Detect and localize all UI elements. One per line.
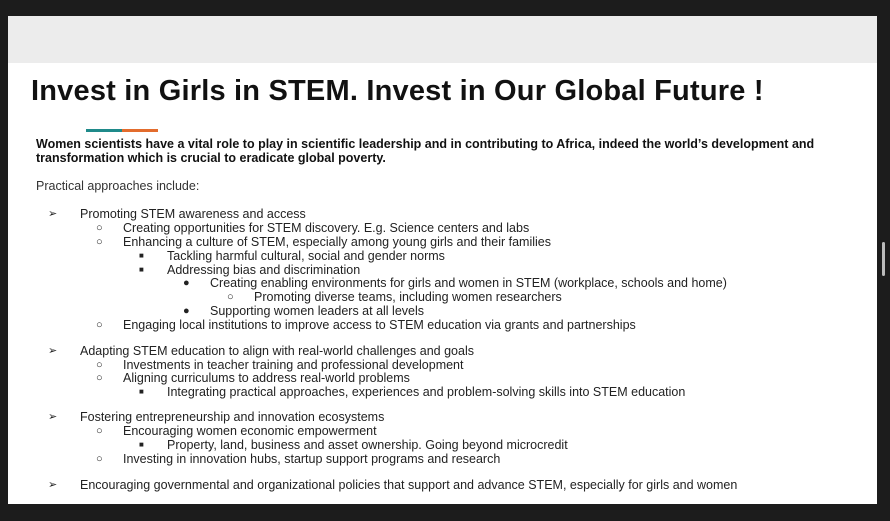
bullet-marker-level-1: ○ (96, 319, 103, 331)
bullet-item: Integrating practical approaches, experiences and problem-solving skills into STEM education (167, 385, 686, 399)
bullet-item: Engaging local institutions to improve access to STEM education via grants and partnerships (123, 318, 636, 332)
intro-paragraph: Women scientists have a vital role to play in scientific leadership and in contributing to Africa, indeed the world’s development and transformation which is crucial to eradicate global poverty. (36, 137, 815, 165)
bullet-marker-level-1: ○ (96, 425, 103, 437)
slide (8, 16, 877, 504)
bullet-item: Tackling harmful cultural, social and gender norms (167, 249, 445, 263)
bullet-marker-level-3: ● (183, 277, 190, 289)
bullet-item: Promoting STEM awareness and access (80, 207, 306, 221)
bullet-marker-level-1: ○ (96, 236, 103, 248)
accent-segment-orange (122, 129, 158, 132)
bullet-marker-level-2: ■ (139, 265, 144, 274)
bullet-item: Enhancing a culture of STEM, especially among young girls and their families (123, 235, 551, 249)
bullet-item: Encouraging women economic empowerment (123, 424, 377, 438)
bullet-marker-level-2: ■ (139, 387, 144, 396)
slide-title: Invest in Girls in STEM. Invest in Our Global Future ! (31, 75, 764, 107)
bullet-item: Fostering entrepreneurship and innovation ecosystems (80, 410, 385, 424)
lead-text: Practical approaches include: (36, 179, 200, 193)
slide-top-band (8, 16, 877, 63)
bullet-marker-level-0: ➢ (48, 345, 58, 357)
bullet-item: Encouraging governmental and organizational policies that support and advance STEM, especially for girls and women (80, 478, 738, 492)
bullet-marker-level-1: ○ (96, 222, 103, 234)
bullet-item: Promoting diverse teams, including women researchers (254, 290, 562, 304)
bullet-item: Investments in teacher training and professional development (123, 358, 464, 372)
bullet-item: Property, land, business and asset ownership. Going beyond microcredit (167, 438, 568, 452)
bullet-item: Aligning curriculums to address real-world problems (123, 371, 410, 385)
bullet-item: Supporting women leaders at all levels (210, 304, 425, 318)
accent-segment-teal (86, 129, 122, 132)
bullet-item: Investing in innovation hubs, startup support programs and research (123, 452, 501, 466)
title-accent-bar (86, 129, 158, 132)
bullet-marker-level-1: ○ (96, 372, 103, 384)
bullet-marker-level-3: ● (183, 305, 190, 317)
bullet-item: Creating opportunities for STEM discovery. E.g. Science centers and labs (123, 221, 530, 235)
bullet-marker-level-4: ○ (227, 291, 234, 303)
bullet-marker-level-2: ■ (139, 251, 144, 260)
scrollbar-handle[interactable] (882, 242, 885, 276)
bullet-marker-level-1: ○ (96, 453, 103, 465)
bullet-marker-level-0: ➢ (48, 411, 58, 423)
bullet-item: Creating enabling environments for girls and women in STEM (workplace, schools and home) (210, 276, 727, 290)
bullet-marker-level-1: ○ (96, 359, 103, 371)
bullet-item: Addressing bias and discrimination (167, 263, 361, 277)
bullet-marker-level-0: ➢ (48, 208, 58, 220)
bullet-marker-level-2: ■ (139, 440, 144, 449)
bullet-item: Adapting STEM education to align with real-world challenges and goals (80, 344, 474, 358)
bullet-marker-level-0: ➢ (48, 479, 58, 491)
